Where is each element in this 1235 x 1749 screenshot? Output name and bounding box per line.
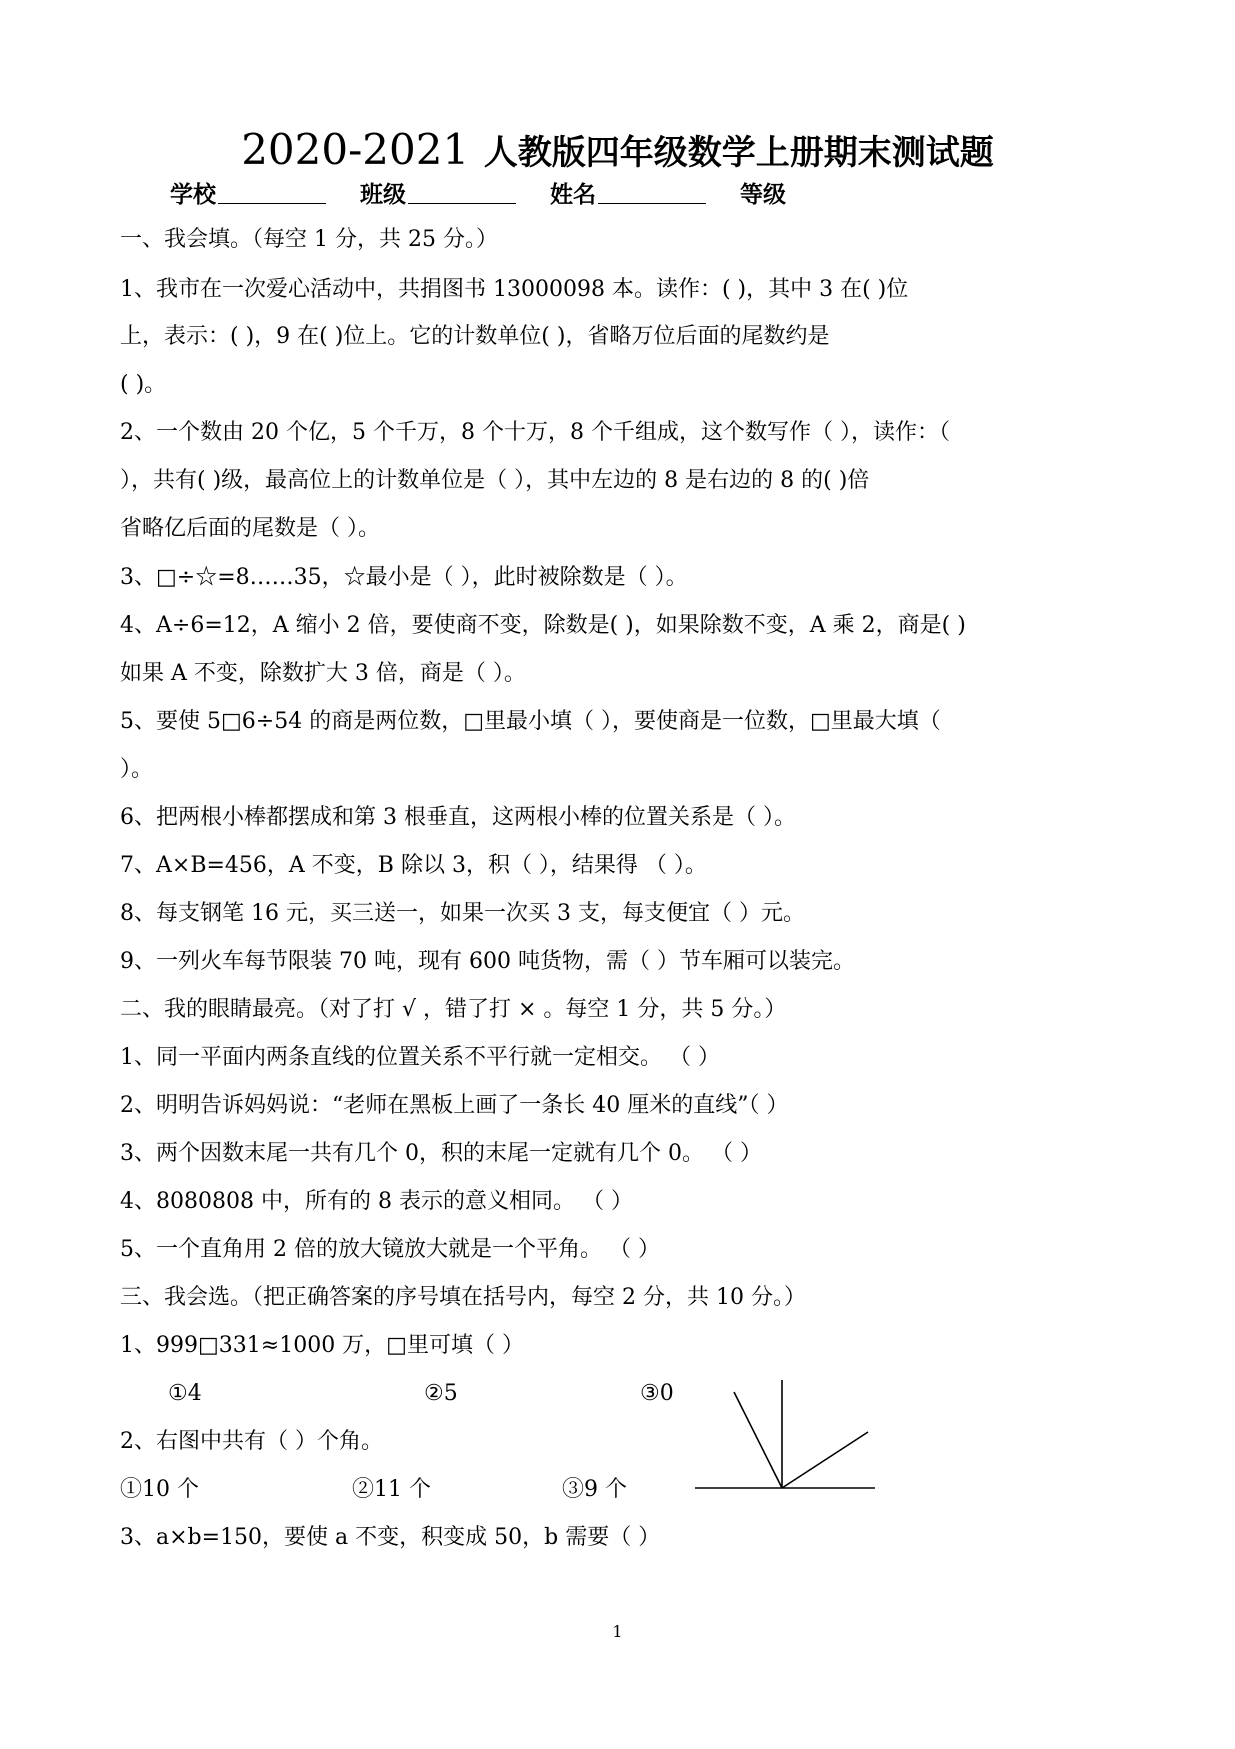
question-line: 4、8080808 中，所有的 8 表示的意义相同。 （ ）	[120, 1189, 633, 1214]
question-line: 上，表示：( )，9 在( )位上。它的计数单位( )，省略万位后面的尾数约是	[120, 324, 830, 349]
title-text: 人教版四年级数学上册期末测试题	[483, 133, 994, 173]
question-line: 1、我市在一次爱心活动中，共捐图书 13000098 本。读作：( )，其中 3 在( )位	[120, 277, 909, 302]
question-line: 5、一个直角用 2 倍的放大镜放大就是一个平角。 （ ）	[120, 1237, 660, 1262]
section-1-heading: 一、我会填。（每空 1 分，共 25 分。）	[120, 227, 498, 252]
page-number: 1	[612, 1622, 623, 1641]
class-label: 班级	[360, 182, 407, 208]
question-line: ( )。	[120, 372, 167, 397]
section-3-heading: 三、我会选。（把正确答案的序号填在括号内，每空 2 分，共 10 分。）	[120, 1285, 806, 1310]
option: ①4	[168, 1381, 202, 1406]
angle-figure	[690, 1380, 890, 1510]
page-title	[0, 124, 1235, 179]
question-line: ）。	[120, 757, 154, 782]
question-line: ），共有( )级，最高位上的计数单位是（ ），其中左边的 8 是右边的 8 的( )倍	[120, 468, 870, 493]
class-field[interactable]	[360, 180, 516, 210]
question-line: 5、要使 5□6÷54 的商是两位数，□里最小填（ ），要使商是一位数，□里最大填（	[120, 709, 941, 734]
school-label: 学校	[170, 182, 216, 208]
option: ③0	[640, 1381, 674, 1406]
question-line: 3、□÷☆=8……35，☆最小是（ ），此时被除数是（ ）。	[120, 565, 688, 590]
grade-field[interactable]	[740, 180, 786, 210]
question-line: 1、同一平面内两条直线的位置关系不平行就一定相交。 （ ）	[120, 1045, 720, 1070]
question-line: 3、两个因数末尾一共有几个 0，积的末尾一定就有几个 0。 （ ）	[120, 1141, 762, 1166]
option: ②11 个	[352, 1477, 431, 1502]
question-line: 4、A÷6=12，A 缩小 2 倍，要使商不变，除数是( )，如果除数不变，A 乘 2，商是( )	[120, 613, 966, 638]
question-line: 1、999□331≈1000 万，□里可填（ ）	[120, 1333, 524, 1358]
option: ①10 个	[120, 1477, 199, 1502]
class-blank[interactable]	[408, 181, 516, 204]
question-line: 7、A×B=456，A 不变，B 除以 3，积（ ），结果得 （ ）。	[120, 853, 707, 878]
school-field[interactable]	[170, 180, 326, 210]
question-line: 如果 A 不变，除数扩大 3 倍，商是（ ）。	[120, 661, 526, 686]
student-info-fields	[170, 180, 812, 210]
section-2-heading: 二、我的眼睛最亮。（对了打 √ ，错了打 × 。每空 1 分，共 5 分。）	[120, 997, 787, 1022]
name-field[interactable]	[550, 180, 706, 210]
question-line: 8、每支钢笔 16 元，买三送一，如果一次买 3 支，每支便宜（ ）元。	[120, 901, 805, 926]
name-blank[interactable]	[598, 181, 706, 204]
question-line: 2、一个数由 20 个亿，5 个千万，8 个十万，8 个千组成，这个数写作（ ），读作：（	[120, 420, 950, 445]
school-blank[interactable]	[218, 181, 326, 204]
question-line: 省略亿后面的尾数是（ ）。	[120, 516, 380, 541]
question-line: 6、把两根小棒都摆成和第 3 根垂直，这两根小棒的位置关系是（ ）。	[120, 805, 796, 830]
option: ②5	[424, 1381, 458, 1406]
angle-ray-left	[734, 1392, 782, 1488]
title-years: 2020-2021	[241, 125, 470, 174]
name-label: 姓名	[550, 182, 597, 208]
grade-label: 等级	[740, 182, 787, 208]
question-line: 2、明明告诉妈妈说：“老师在黑板上画了一条长 40 厘米的直线”（ ）	[120, 1093, 789, 1118]
question-line: 9、一列火车每节限装 70 吨，现有 600 吨货物，需（ ）节车厢可以装完。	[120, 949, 855, 974]
question-line: 2、右图中共有（ ）个角。	[120, 1429, 383, 1454]
question-line: 3、a×b=150，要使 a 不变，积变成 50，b 需要（ ）	[120, 1525, 661, 1550]
angle-ray-right	[782, 1432, 868, 1488]
option: ③9 个	[562, 1477, 627, 1502]
